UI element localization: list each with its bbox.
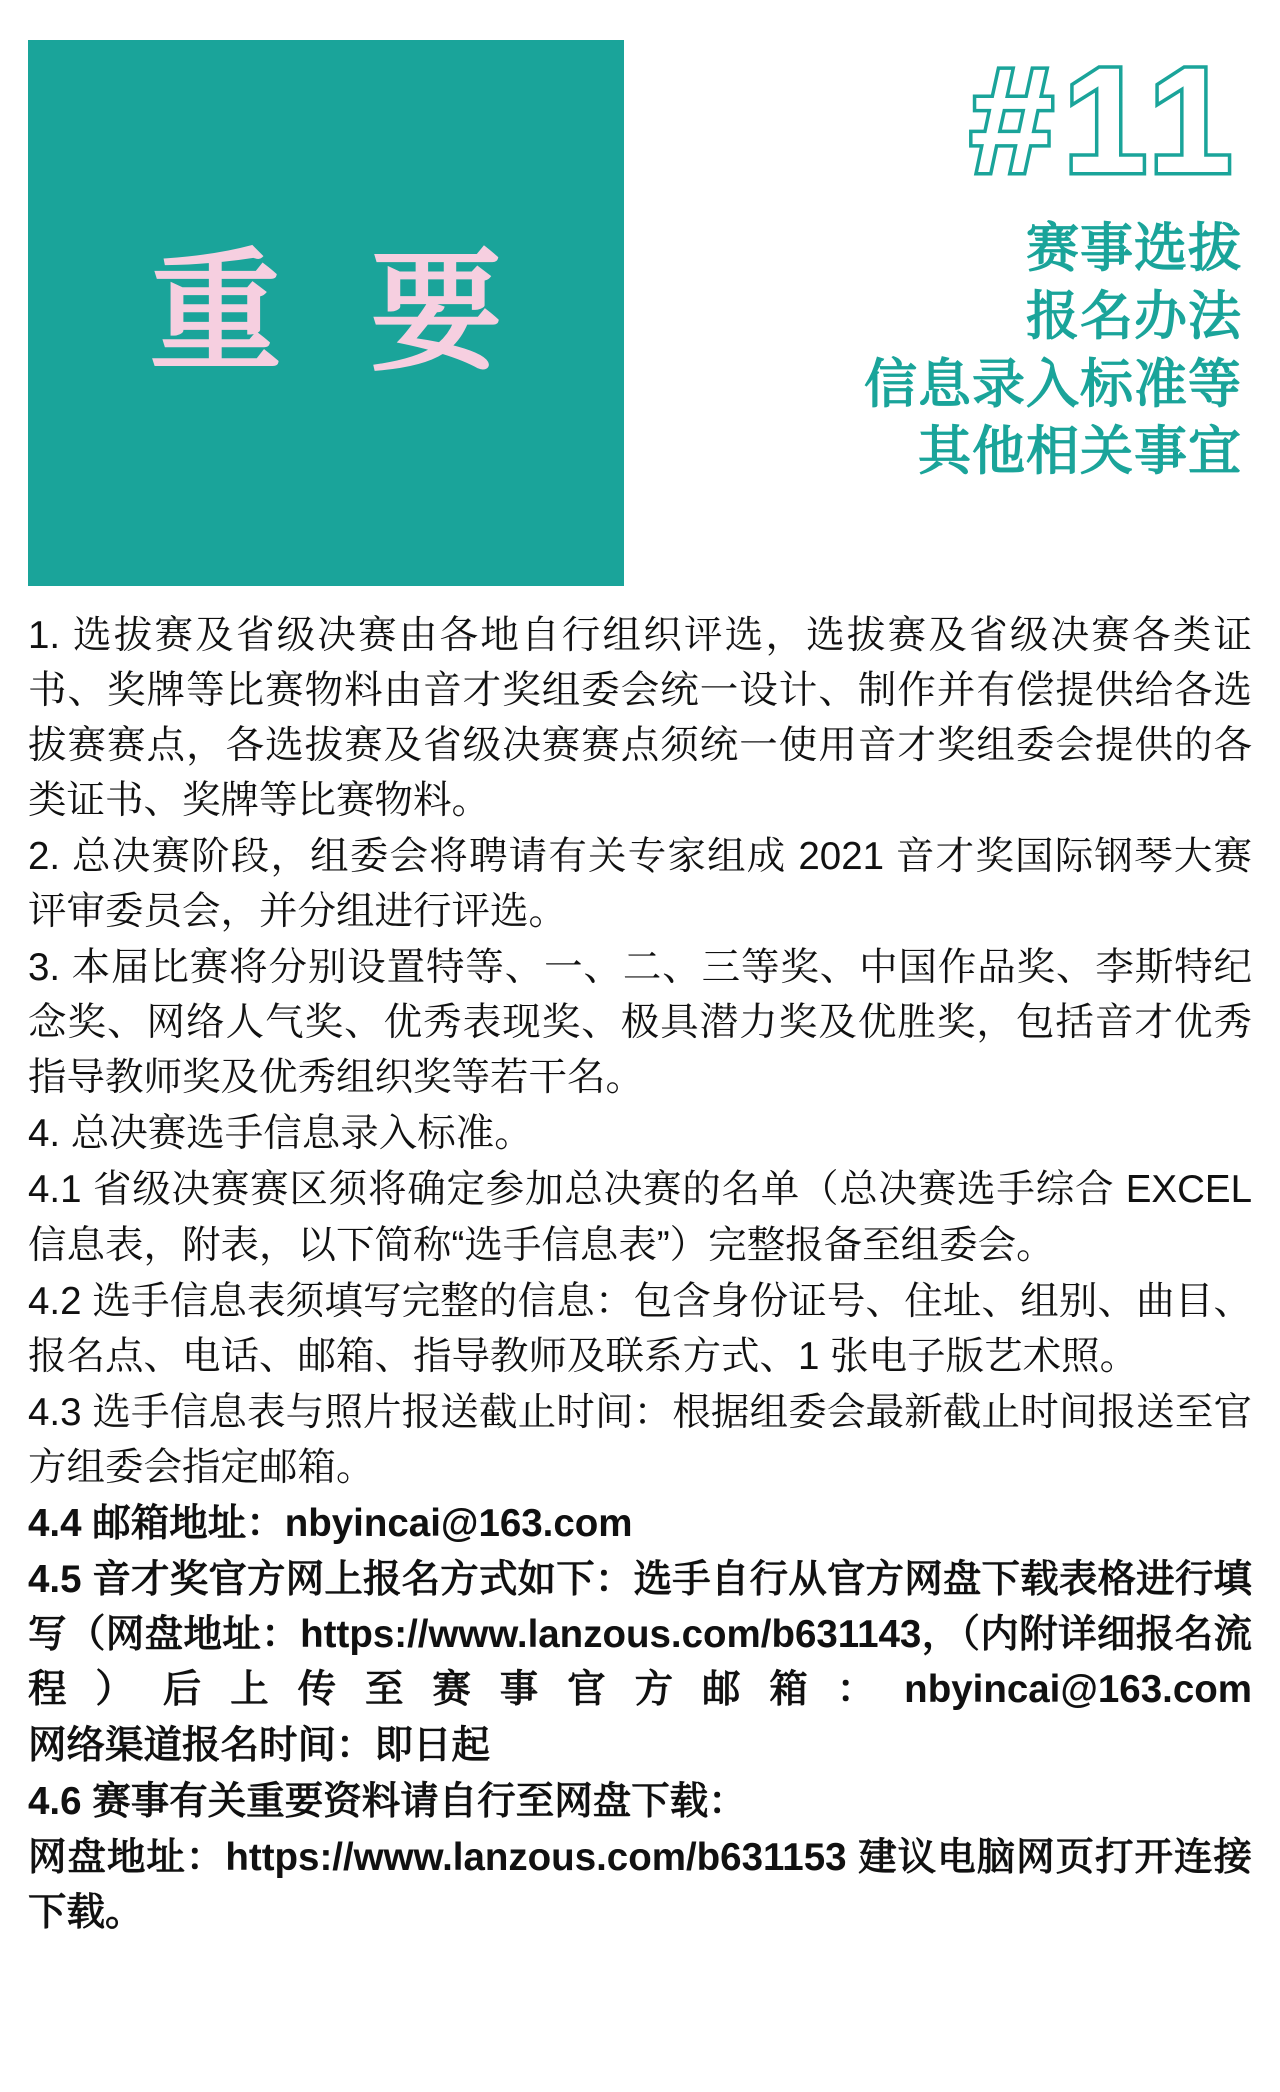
- paragraph-item-4: 4. 总决赛选手信息录入标准。: [28, 1112, 533, 1156]
- rules-body: [28, 608, 1252, 1940]
- section-title-line-3: 信息录入标准等: [864, 354, 1242, 414]
- paragraph-item-1: 1. 选拔赛及省级决赛由各地自行组织评选，选拔赛及省级决赛各类证书、奖牌等比赛物料由音才奖组委会统一设计、制作并有偿提供给各选拔赛赛点，各选拔赛及省级决赛赛点须统一使用音才奖组委会提供的各类证书、奖牌等比赛物料。: [28, 614, 1252, 823]
- header-right-block: [624, 36, 1252, 486]
- important-badge-box: [28, 40, 624, 586]
- section-title-line-4: 其他相关事宜: [918, 422, 1242, 482]
- paragraph-item-4-1: 4.1 省级决赛赛区须将确定参加总决赛的名单（总决赛选手综合 EXCEL 信息表，附表，以下简称“选手信息表”）完整报备至组委会。: [28, 1168, 1252, 1267]
- paragraph-online-registration-time: 网络渠道报名时间：即日起: [28, 1723, 491, 1767]
- section-title: [864, 215, 1242, 486]
- paragraph-item-2: 2. 总决赛阶段，组委会将聘请有关专家组成 2021 音才奖国际钢琴大赛评审委员会，并分组进行评选。: [28, 835, 1252, 934]
- section-title-line-2: 报名办法: [1026, 286, 1242, 346]
- paragraph-item-3: 3. 本届比赛将分别设置特等、一、二、三等奖、中国作品奖、李斯特纪念奖、网络人气奖、优秀表现奖、极具潜力奖及优胜奖，包括音才优秀指导教师奖及优秀组织奖等若干名。: [28, 946, 1252, 1100]
- important-badge-label: 重 要: [149, 239, 529, 386]
- paragraph-item-4-4-email: 4.4 邮箱地址：nbyincai@163.com: [28, 1501, 633, 1545]
- paragraph-item-4-6-materials: 4.6 赛事有关重要资料请自行至网盘下载：: [28, 1779, 747, 1823]
- paragraph-item-4-3: 4.3 选手信息表与照片报送截止时间：根据组委会最新截止时间报送至官方组委会指定邮箱。: [28, 1390, 1252, 1489]
- section-number: #11: [970, 36, 1242, 204]
- paragraph-item-4-5-online-registration: 4.5 音才奖官方网上报名方式如下：选手自行从官方网盘下载表格进行填写（网盘地址：https://www.lanzous.com/b631143，（内附详细报名流程）后上传至赛事官方邮箱：nbyincai@163.com: [28, 1557, 1252, 1711]
- poster-header: [28, 36, 1252, 586]
- paragraph-item-4-2: 4.2 选手信息表须填写完整的信息：包含身份证号、住址、组别、曲目、报名点、电话、邮箱、指导教师及联系方式、1 张电子版艺术照。: [28, 1279, 1252, 1378]
- paragraph-netdisk-address: 网盘地址：https://www.lanzous.com/b631153 建议电脑网页打开连接下载。: [28, 1836, 1252, 1935]
- section-title-line-1: 赛事选拔: [1026, 219, 1242, 278]
